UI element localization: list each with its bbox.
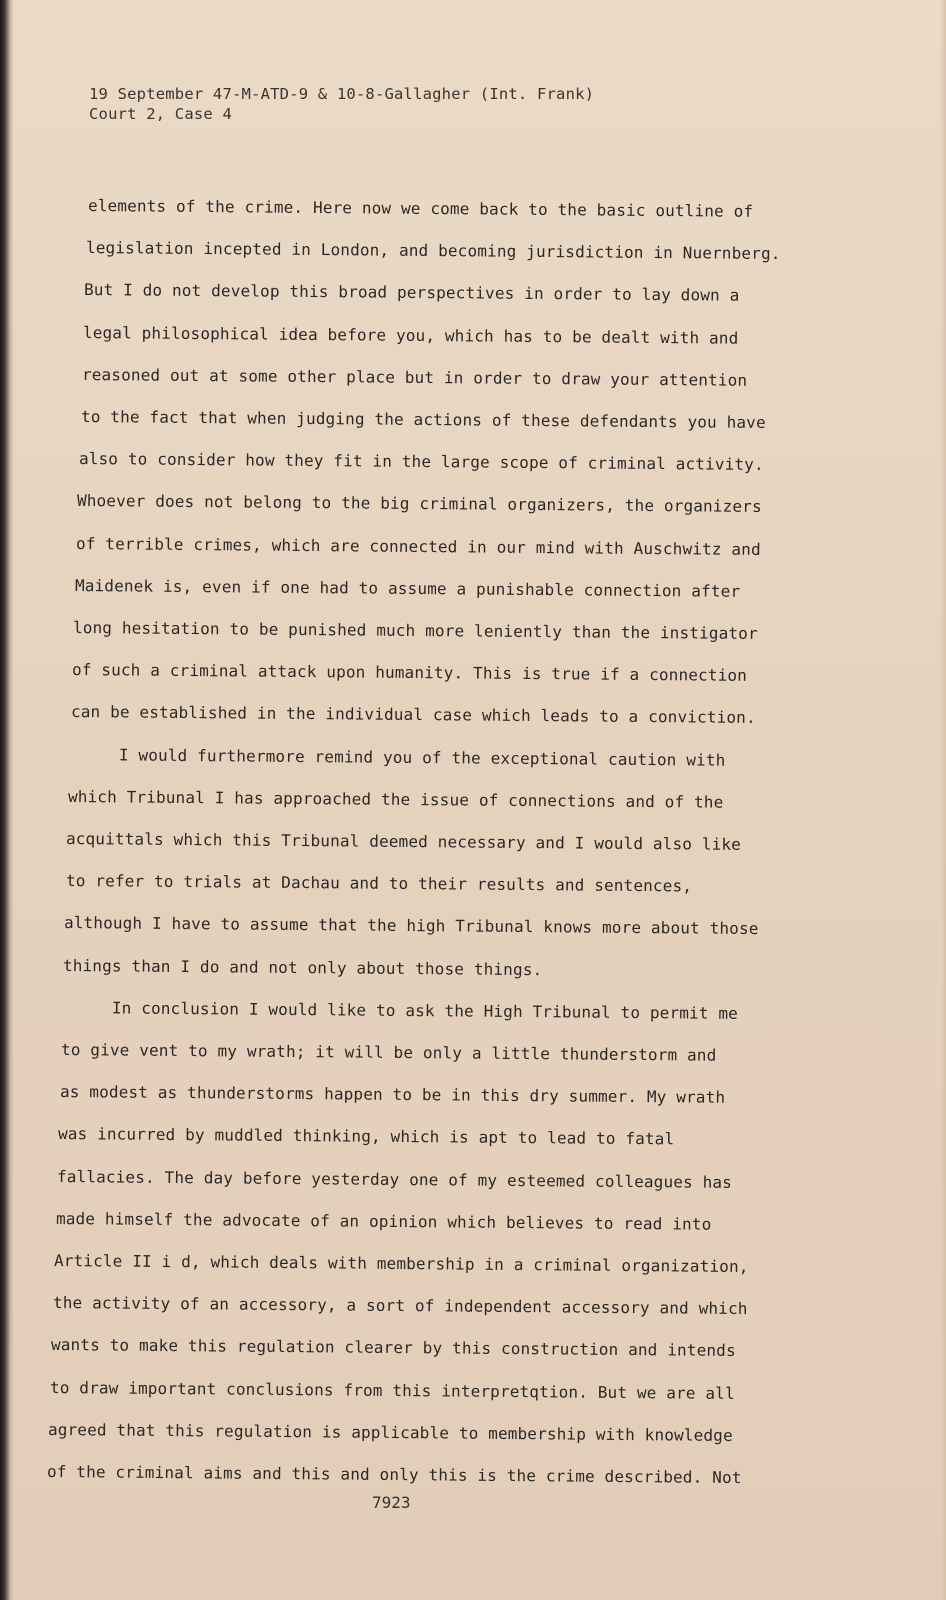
text-line: to the fact that when judging the actions of these defendants you have (80, 407, 766, 432)
text-line: legal philosophical idea before you, which has to be dealt with and (82, 323, 739, 348)
text-line: as modest as thunderstorms happen to be in this dry summer. My wrath (59, 1082, 726, 1107)
text-line: of terrible crimes, which are connected in our mind with Auschwitz and (75, 534, 761, 559)
text-line: although I have to assume that the high Tribunal knows more about those (63, 913, 759, 939)
text-line: to draw important conclusions from this interpretqtion. But we are all (49, 1378, 735, 1403)
page-right-edge (940, 0, 946, 1600)
text-line: wants to make this regulation clearer by this construction and intends (50, 1335, 736, 1360)
text-line: elements of the crime. Here now we come back to the basic outline of (87, 196, 754, 221)
header-court-line: Court 2, Case 4 (89, 105, 232, 123)
text-line: can be established in the individual case which leads to a conviction. (70, 702, 756, 727)
text-line: Article II i d, which deals with membership in a criminal organization, (53, 1251, 749, 1277)
text-line: Maidenek is, even if one had to assume a punishable connection after (74, 576, 741, 601)
text-line: But I do not develop this broad perspectives in order to lay down a (83, 280, 740, 305)
text-line: acquittals which this Tribunal deemed necessary and I would also like (65, 829, 742, 854)
text-line: to refer to trials at Dachau and to their results and sentences, (65, 871, 693, 896)
text-line: was incurred by muddled thinking, which is apt to lead to fatal (57, 1124, 675, 1149)
text-line: reasoned out at some other place but in order to draw your attention (81, 365, 748, 390)
page-number: 7923 (372, 1493, 411, 1512)
text-line: long hesitation to be punished much more leniently than the instigator (72, 618, 758, 643)
text-line: In conclusion I would like to ask the High Tribunal to permit me (62, 998, 739, 1023)
text-line: the activity of an accessory, a sort of independent accessory and which (52, 1293, 748, 1319)
page-binding-edge (0, 0, 14, 1600)
text-line: which Tribunal I has approached the issue of connections and of the (67, 787, 724, 812)
header-date-line: 19 September 47-M-ATD-9 & 10-8-Gallagher (Int. Frank) (89, 85, 595, 103)
text-line: agreed that this regulation is applicable to membership with knowledge (47, 1420, 733, 1445)
text-line: Whoever does not belong to the big criminal organizers, the organizers (76, 491, 762, 516)
text-line: made himself the advocate of an opinion which believes to read into (55, 1209, 712, 1234)
text-line: I would furthermore remind you of the exceptional caution with (69, 745, 726, 770)
text-line: fallacies. The day before yesterday one of my esteemed colleagues has (56, 1167, 733, 1192)
document-header (89, 84, 594, 124)
text-line: to give vent to my wrath; it will be only a little thunderstorm and (60, 1040, 717, 1065)
text-line: legislation incepted in London, and becoming jurisdiction in Nuernberg. (85, 238, 781, 264)
text-line: things than I do and not only about those things. (62, 956, 543, 980)
text-line: of the criminal aims and this and only this is the crime described. Not (46, 1462, 742, 1488)
text-line: also to consider how they fit in the large scope of criminal activity. (78, 449, 764, 474)
text-line: of such a criminal attack upon humanity. This is true if a connection (71, 660, 748, 685)
